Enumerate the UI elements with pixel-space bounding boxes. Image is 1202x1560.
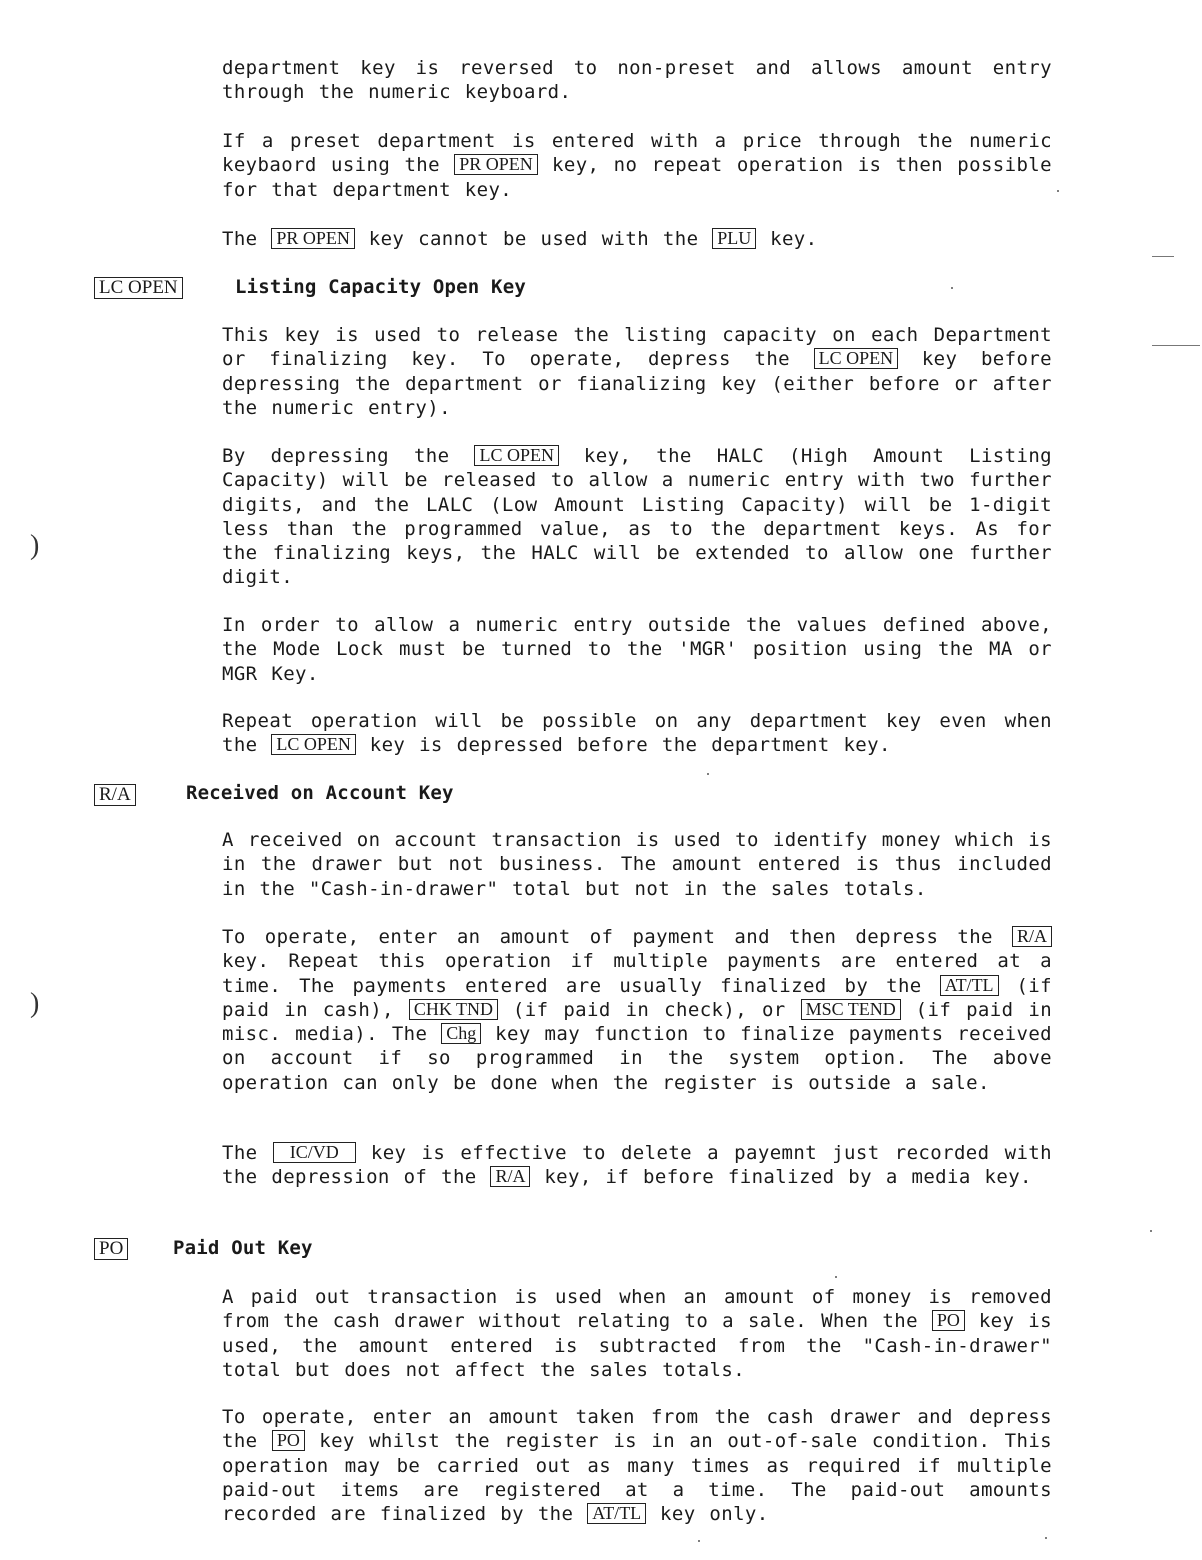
pr-open-key: PR OPEN [454, 154, 538, 175]
paragraph-text: (if paid in cash), [222, 974, 1052, 1021]
scan-mark [1152, 256, 1174, 257]
paragraph-text: key. [770, 228, 818, 250]
chg-key: Chg [441, 1023, 481, 1044]
po-section-title: Paid Out Key [173, 1237, 313, 1259]
lc-open-key: LC OPEN [814, 348, 899, 369]
paragraph-text: key is used, the amount entered is subtracted from the "Cash-in-drawer" total but does not affect the sales totals. [222, 1310, 1052, 1381]
paragraph-po-definition [222, 1285, 1052, 1382]
paragraph-preset-department [222, 129, 1052, 202]
paragraph-text: The [222, 228, 258, 250]
scan-speck [951, 287, 953, 289]
pr-open-key: PR OPEN [271, 228, 355, 249]
paragraph-text: key. Repeat this operation if multiple payments are entered at a time. The payments entered are usually finalized by the [222, 950, 1052, 997]
scan-speck [1045, 1537, 1047, 1539]
paragraph-text: department key is reversed to non-preset and allows amount entry through the numeric keyboard. [222, 57, 1052, 104]
chk-tnd-key: CHK TND [409, 999, 498, 1020]
paragraph-lc-open-halc [222, 444, 1052, 590]
lc-open-section-key: LC OPEN [94, 277, 183, 299]
paragraph-text: This key is used to release the listing capacity on each Department or finalizing key. To operate, depress the [222, 324, 1052, 371]
margin-parenthesis-mark: ) [30, 530, 40, 561]
paragraph-department-key [222, 56, 1052, 105]
po-key: PO [272, 1430, 305, 1451]
ra-key: R/A [1012, 926, 1052, 947]
paragraph-text: key is effective to delete a payemnt just recorded with the depression of the [222, 1142, 1052, 1189]
paragraph-text: key, if before finalized by a media key. [544, 1166, 1032, 1189]
paragraph-text: key, no repeat operation is then possible for that department key. [222, 154, 1052, 201]
po-key: PO [932, 1310, 965, 1331]
ra-section-key: R/A [94, 784, 136, 806]
paragraph-text: In order to allow a numeric entry outside the values defined above, the Mode Lock must be turned to the 'MGR' position using the MA or MGR Key. [222, 614, 1052, 685]
paragraph-text: key cannot be used with the [368, 228, 699, 250]
paragraph-ic-vd [222, 1141, 1052, 1190]
paragraph-text: key is depressed before the department key. [369, 734, 891, 757]
paragraph-mode-lock [222, 613, 1052, 686]
paragraph-text: (if paid in check), or [512, 998, 786, 1021]
scan-speck [698, 1540, 700, 1542]
po-section-key: PO [94, 1238, 128, 1260]
paragraph-text: To operate, enter an amount taken from the cash drawer and depress the [222, 1406, 1052, 1453]
plu-key: PLU [712, 228, 756, 249]
paragraph-text: (if paid in misc. media). The [222, 998, 1053, 1046]
paragraph-text: By depressing the [222, 445, 450, 467]
paragraph-text: key whilst the register is in an out-of-sale condition. This operation may be carried out as many times as required if multiple paid-out items are registered at a time. The paid-out amounts recorded are finalized by the [222, 1430, 1053, 1526]
paragraph-ra-operation [222, 925, 1052, 1095]
lc-open-key: LC OPEN [271, 734, 356, 755]
paragraph-repeat-operation [222, 709, 1052, 758]
ra-key: R/A [490, 1166, 530, 1187]
paragraph-pr-open-plu [222, 227, 1052, 251]
paragraph-text: Repeat operation will be possible on any department key even when the [222, 710, 1052, 757]
paragraph-lc-open-usage [222, 323, 1052, 420]
paragraph-text: key may function to finalize payments received on account if so programmed in the system option. The above operation can only be done when the register is outside a sale. [222, 1023, 1053, 1094]
msc-tend-key: MSC TEND [801, 999, 901, 1020]
paragraph-text: key only. [660, 1503, 769, 1526]
paragraph-text: To operate, enter an amount of payment and then depress the [222, 926, 993, 948]
scan-speck [707, 773, 709, 775]
paragraph-text: If a preset department is entered with a price through the numeric keybaord using the [222, 130, 1052, 177]
paragraph-text: A paid out transaction is used when an amount of money is removed from the cash drawer without relating to a sale. When the [222, 1286, 1052, 1333]
scan-mark [1152, 345, 1200, 346]
at-tl-key: AT/TL [587, 1503, 646, 1524]
paragraph-text: key before depressing the department or fianalizing key (either before or after the numeric entry). [222, 348, 1052, 419]
scan-speck [1057, 190, 1059, 192]
at-tl-key: AT/TL [940, 975, 999, 996]
ic-vd-key: IC/VD [273, 1142, 356, 1163]
paragraph-ra-definition [222, 828, 1052, 901]
paragraph-text: The [222, 1142, 258, 1164]
paragraph-po-operation [222, 1405, 1052, 1526]
scan-speck [1150, 1230, 1152, 1232]
paragraph-text: A received on account transaction is used to identify money which is in the drawer but not business. The amount entered is thus included in the "Cash-in-drawer" total but not in the sales totals. [222, 829, 1052, 900]
paragraph-text: key, the HALC (High Amount Listing Capacity) will be released to allow a numeric entry with two further digits, and the LALC (Low Amount Listing Capacity) will be 1-digit less than the programmed value, as to the department keys. As for the finalizing keys, the HALC will be extended to allow one further digit. [222, 445, 1053, 589]
lc-open-key: LC OPEN [474, 445, 559, 466]
ra-section-title: Received on Account Key [186, 782, 454, 804]
lc-open-section-title: Listing Capacity Open Key [235, 276, 526, 298]
margin-parenthesis-mark: ) [30, 988, 40, 1019]
scan-speck [835, 1276, 837, 1278]
